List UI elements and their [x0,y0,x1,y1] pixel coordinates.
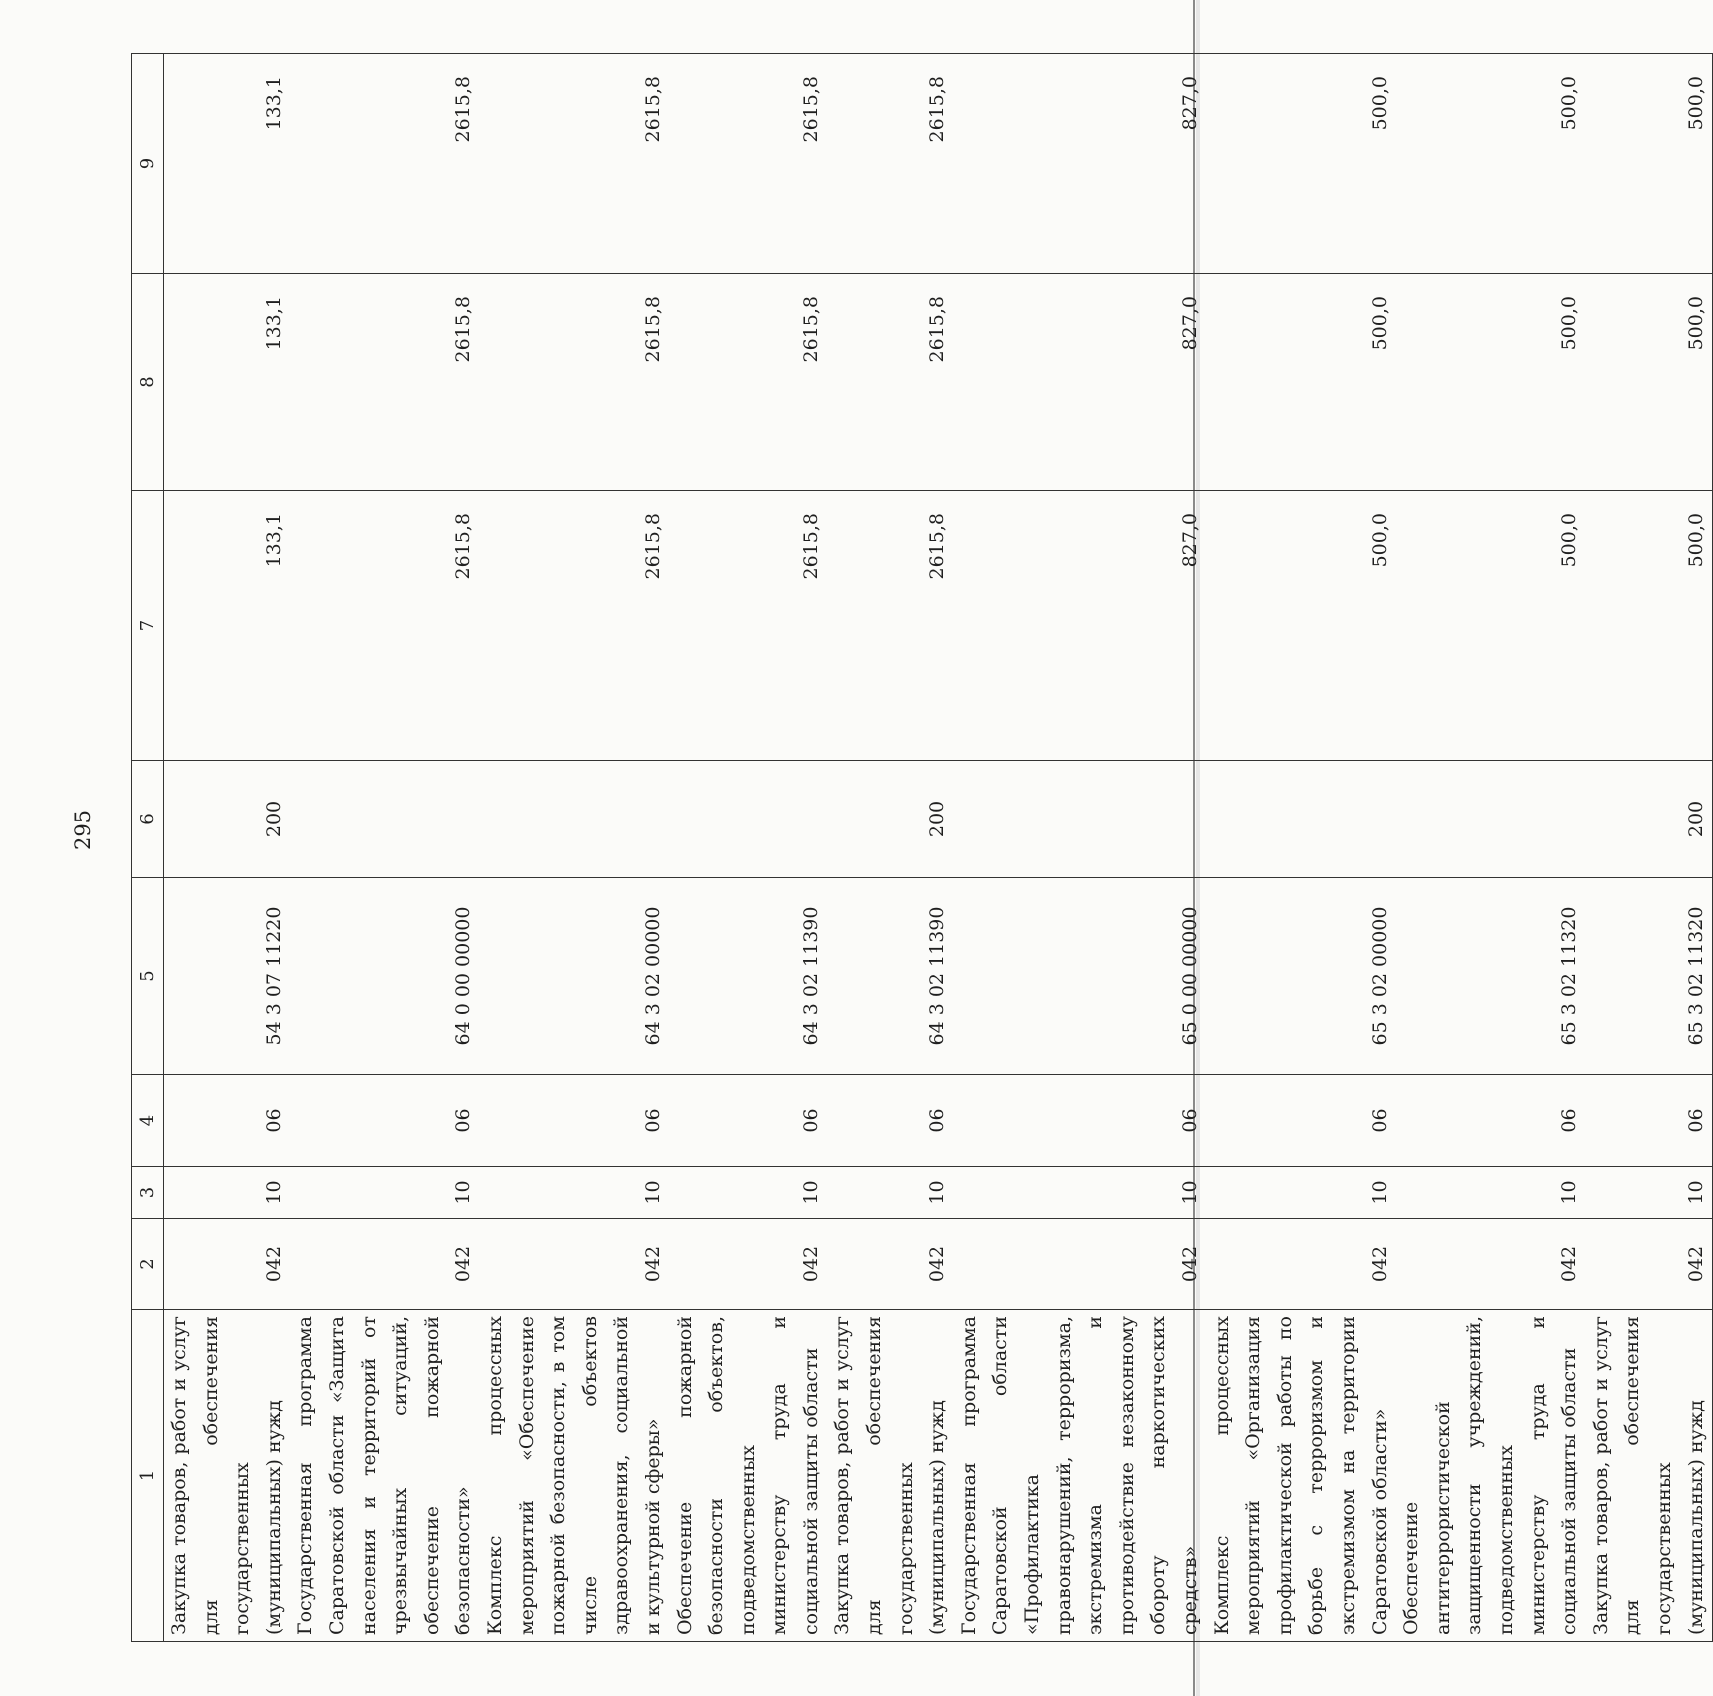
table-row [1207,54,1397,1642]
col8-cell: 2615,8 [827,274,953,491]
col6-cell [1207,761,1397,878]
col3-cell: 10 [670,1167,828,1219]
col5-cell: 64 3 02 11390 [670,878,828,1075]
row-name [1396,1310,1586,1642]
budget-table [131,53,1713,1642]
col6-cell [1396,761,1586,878]
row-name-text: Комплекс процессных мероприятий «Организация профилактической работы по борьбе с терроризмом и экстремизмом на территории Саратовской области» [1210,1316,1391,1635]
col5-cell: 64 3 02 11390 [827,878,953,1075]
col6-cell [670,761,828,878]
col6-cell: 200 [164,761,291,878]
table-row [827,54,953,1642]
row-name-text: Закупка товаров, работ и услуг для обеспечения государственных (муниципальных) нужд [831,1316,949,1635]
col2-cell: 042 [1586,1219,1713,1310]
col9-cell: 2615,8 [290,54,480,274]
page-number: 295 [71,809,95,851]
col9-cell: 827,0 [954,54,1207,274]
table-header-row [132,54,164,1642]
col4-cell: 06 [954,1075,1207,1167]
col5-cell: 65 3 02 11320 [1396,878,1586,1075]
col6-cell [290,761,480,878]
col6-cell [954,761,1207,878]
col8-cell: 2615,8 [480,274,670,491]
header-cell-8: 8 [132,274,164,491]
col3-cell: 10 [480,1167,670,1219]
header-cell-9: 9 [132,54,164,274]
col6-cell: 200 [827,761,953,878]
col8-cell: 500,0 [1207,274,1397,491]
col7-cell: 2615,8 [670,491,828,761]
col2-cell: 042 [1396,1219,1586,1310]
col9-cell: 2615,8 [480,54,670,274]
col7-cell: 500,0 [1396,491,1586,761]
row-name-text: Государственная программа Саратовской области «Защита населения и территорий от чрезвычайных ситуаций, обеспечение пожарной безопасности» [294,1316,475,1635]
row-name [164,1310,291,1642]
col3-cell: 10 [827,1167,953,1219]
col4-cell: 06 [164,1075,291,1167]
col2-cell: 042 [1207,1219,1397,1310]
col3-cell: 10 [1396,1167,1586,1219]
col9-cell: 2615,8 [827,54,953,274]
col8-cell: 2615,8 [290,274,480,491]
col5-cell: 64 0 00 00000 [290,878,480,1075]
col8-cell: 2615,8 [670,274,828,491]
row-name [290,1310,480,1642]
col2-cell: 042 [164,1219,291,1310]
header-cell-6: 6 [132,761,164,878]
table-row [670,54,828,1642]
row-name [670,1310,828,1642]
header-cell-7: 7 [132,491,164,761]
col2-cell: 042 [670,1219,828,1310]
row-name-text: Закупка товаров, работ и услуг для обеспечения государственных (муниципальных) нужд [168,1316,285,1635]
col7-cell: 500,0 [1207,491,1397,761]
header-cell-5: 5 [132,878,164,1075]
header-cell-1: 1 [132,1310,164,1642]
col7-cell: 133,1 [164,491,291,761]
col4-cell: 06 [290,1075,480,1167]
col4-cell: 06 [670,1075,828,1167]
table-row [164,54,291,1642]
col7-cell: 2615,8 [827,491,953,761]
col9-cell: 133,1 [164,54,291,274]
col4-cell: 06 [480,1075,670,1167]
col3-cell: 10 [290,1167,480,1219]
table-row [954,54,1207,1642]
col4-cell: 06 [827,1075,953,1167]
table-row [1396,54,1586,1642]
header-cell-2: 2 [132,1219,164,1310]
col8-cell: 500,0 [1396,274,1586,491]
row-name [827,1310,953,1642]
col5-cell: 65 3 02 11320 [1586,878,1713,1075]
col9-cell: 500,0 [1207,54,1397,274]
table-row [1586,54,1713,1642]
table-row [480,54,670,1642]
col7-cell: 500,0 [1586,491,1713,761]
col9-cell: 2615,8 [670,54,828,274]
col4-cell: 06 [1207,1075,1397,1167]
col5-cell: 64 3 02 00000 [480,878,670,1075]
row-name-text: Закупка товаров, работ и услуг для обеспечения государственных (муниципальных) нужд [1589,1316,1707,1635]
col2-cell: 042 [827,1219,953,1310]
row-name [1586,1310,1713,1642]
col8-cell: 827,0 [954,274,1207,491]
col3-cell: 10 [954,1167,1207,1219]
col4-cell: 06 [1586,1075,1713,1167]
col5-cell: 65 3 02 00000 [1207,878,1397,1075]
col6-cell: 200 [1586,761,1713,878]
col5-cell: 65 0 00 00000 [954,878,1207,1075]
col9-cell: 500,0 [1586,54,1713,274]
col5-cell: 54 3 07 11220 [164,878,291,1075]
col7-cell: 827,0 [954,491,1207,761]
row-name [1207,1310,1397,1642]
col3-cell: 10 [1207,1167,1397,1219]
col2-cell: 042 [290,1219,480,1310]
col7-cell: 2615,8 [290,491,480,761]
col7-cell: 2615,8 [480,491,670,761]
col3-cell: 10 [1586,1167,1713,1219]
col2-cell: 042 [954,1219,1207,1310]
col8-cell: 133,1 [164,274,291,491]
col6-cell [480,761,670,878]
col9-cell: 500,0 [1396,54,1586,274]
row-name-text: Государственная программа Саратовской области «Профилактика правонарушений, терроризма, экстремизма и противодействие незаконному обороту наркотических средств» [957,1316,1201,1635]
header-cell-4: 4 [132,1075,164,1167]
col8-cell: 500,0 [1586,274,1713,491]
col4-cell: 06 [1396,1075,1586,1167]
row-name-text: Обеспечение антитеррористической защищенности учреждений, подведомственных министерству труда и социальной защиты области [1400,1316,1581,1635]
col3-cell: 10 [164,1167,291,1219]
row-name-text: Комплекс процессных мероприятий «Обеспечение пожарной безопасности, в том числе объектов здравоохранения, социальной и культурной сферы» [483,1316,664,1635]
table-row [290,54,480,1642]
header-cell-3: 3 [132,1167,164,1219]
col2-cell: 042 [480,1219,670,1310]
row-name [954,1310,1207,1642]
row-name [480,1310,670,1642]
row-name-text: Обеспечение пожарной безопасности объектов, подведомственных министерству труда и социальной защиты области [673,1316,822,1635]
